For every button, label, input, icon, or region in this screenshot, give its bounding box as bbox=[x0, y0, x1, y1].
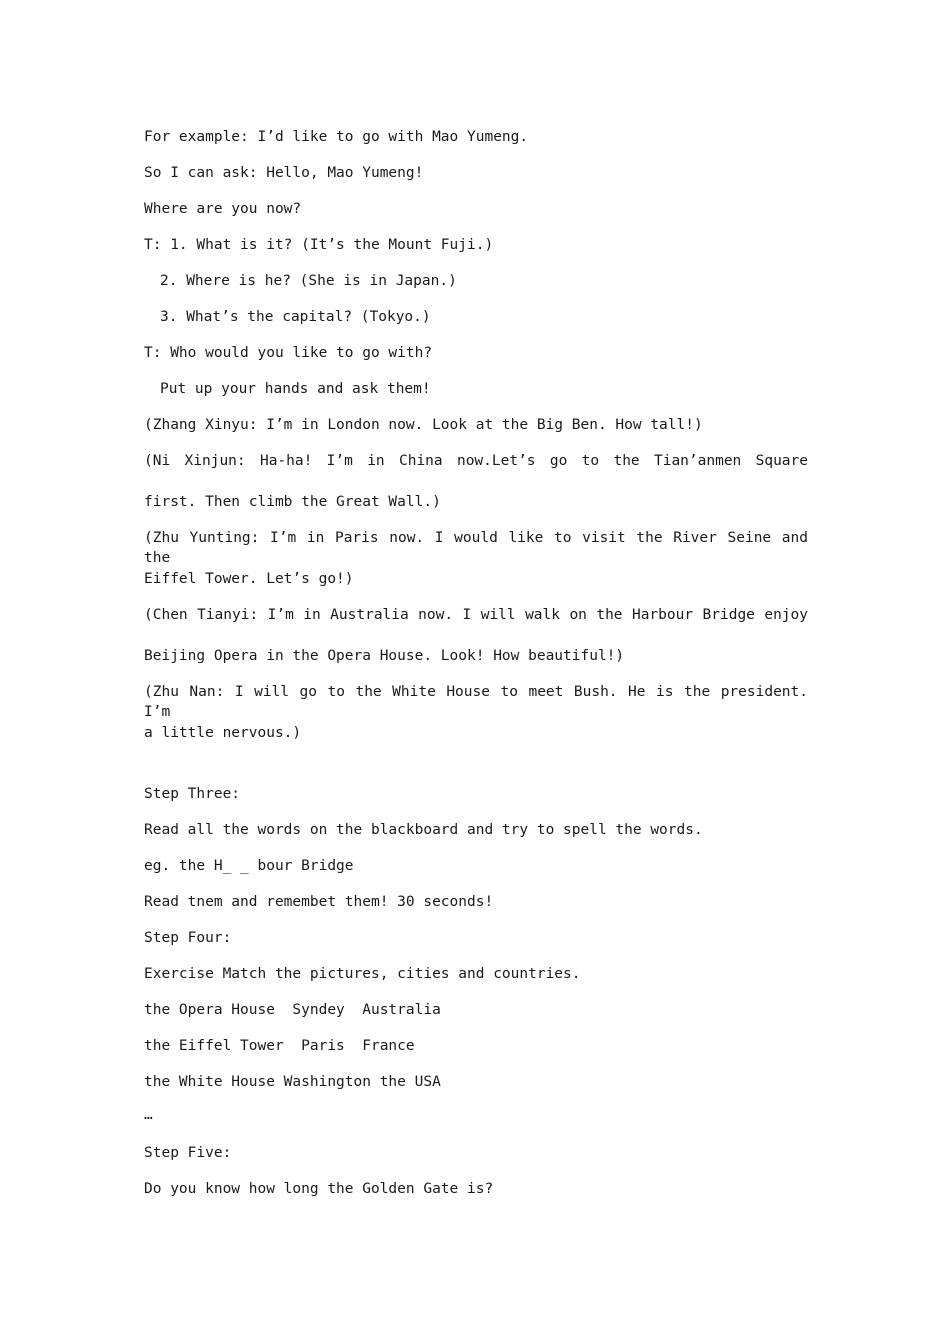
teacher-question: T: Who would you like to go with? bbox=[144, 345, 433, 361]
step-five-question: Do you know how long the Golden Gate is? bbox=[144, 1181, 494, 1197]
student-answer-zhu-yunting-cont: Eiffel Tower. Let’s go!) bbox=[144, 571, 354, 587]
question-3: 3. What’s the capital? (Tokyo.) bbox=[160, 309, 431, 325]
instruction-line: Put up your hands and ask them! bbox=[160, 381, 431, 397]
step-five-heading: Step Five: bbox=[144, 1145, 232, 1161]
student-answer-zhu-nan-cont: a little nervous.) bbox=[144, 725, 302, 741]
step-three-heading: Step Three: bbox=[144, 786, 241, 802]
ellipsis-line: … bbox=[144, 1107, 153, 1123]
student-answer-zhu-yunting: (Zhu Yunting: I’m in Paris now. I would like to visit the River Seine and the bbox=[144, 530, 808, 566]
step-three-instruction: Read all the words on the blackboard and try to spell the words. bbox=[144, 822, 703, 838]
student-answer-ni-cont: first. Then climb the Great Wall.) bbox=[144, 494, 441, 510]
student-answer-zhu-nan: (Zhu Nan: I will go to the White House to meet Bush. He is the president. I’m bbox=[144, 684, 808, 720]
match-row-opera-house: the Opera House Syndey Australia bbox=[144, 1002, 441, 1018]
match-row-white-house: the White House Washington the USA bbox=[144, 1074, 441, 1090]
student-answer-chen: (Chen Tianyi: I’m in Australia now. I will walk on the Harbour Bridge enjoy bbox=[144, 607, 808, 623]
student-answer-chen-cont: Beijing Opera in the Opera House. Look! How beautiful!) bbox=[144, 648, 625, 664]
example-line: For example: I’d like to go with Mao Yumeng. bbox=[144, 129, 529, 145]
where-line: Where are you now? bbox=[144, 201, 302, 217]
step-three-example: eg. the H_ _ bour Bridge bbox=[144, 858, 354, 874]
student-answer-ni: (Ni Xinjun: Ha-ha! I’m in China now.Let’s go to the Tian’anmen Square bbox=[144, 453, 808, 469]
step-four-exercise: Exercise Match the pictures, cities and countries. bbox=[144, 966, 581, 982]
step-four-heading: Step Four: bbox=[144, 930, 232, 946]
match-row-eiffel-tower: the Eiffel Tower Paris France bbox=[144, 1038, 415, 1054]
student-answer-zhang: (Zhang Xinyu: I’m in London now. Look at the Big Ben. How tall!) bbox=[144, 417, 703, 433]
question-2: 2. Where is he? (She is in Japan.) bbox=[160, 273, 457, 289]
ask-line: So I can ask: Hello, Mao Yumeng! bbox=[144, 165, 424, 181]
question-1: T: 1. What is it? (It’s the Mount Fuji.) bbox=[144, 237, 494, 253]
step-three-memorize: Read tnem and remembet them! 30 seconds! bbox=[144, 894, 494, 910]
